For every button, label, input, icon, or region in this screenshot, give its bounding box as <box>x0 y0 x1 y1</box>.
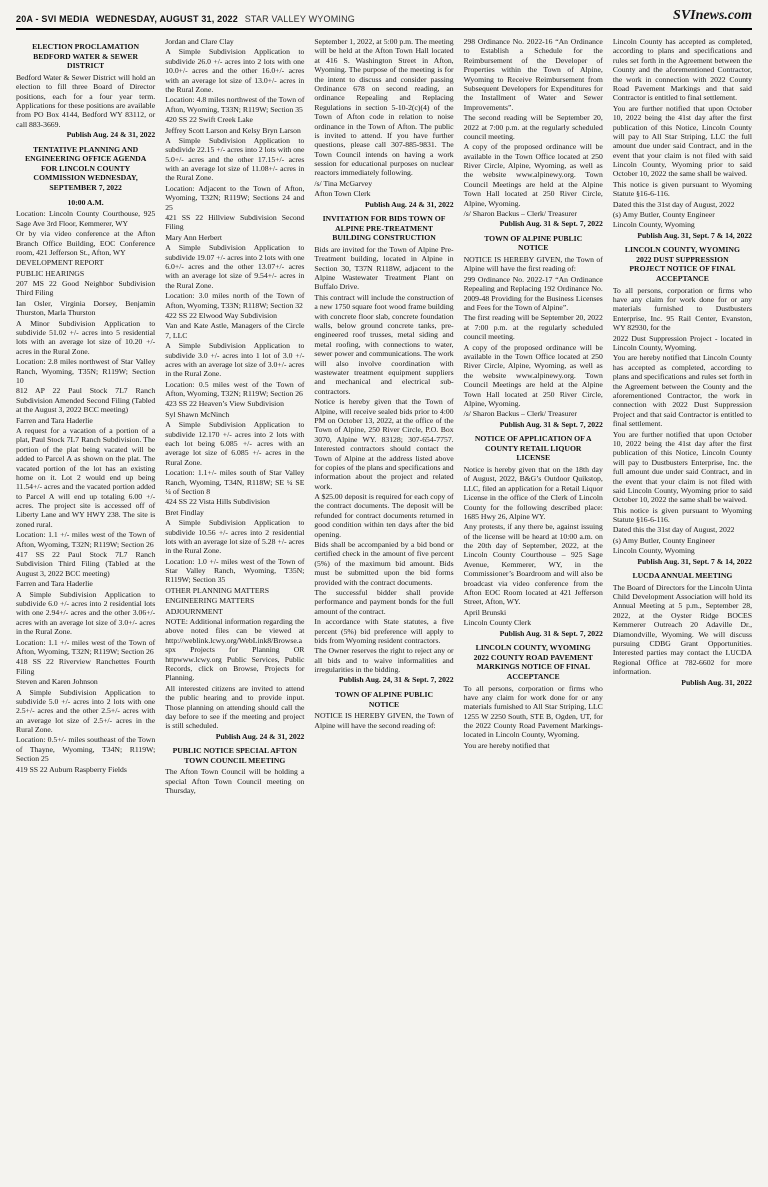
notice-heading: LINCOLN COUNTY, WYOMING 2022 COUNTY ROAD PAVEMENT MARKINGS NOTICE OF FINAL ACCEPTANCE <box>473 643 593 681</box>
notice-paragraph: All interested citizens are invited to attend the public hearing and to provide input. Those planning on attending should call the day before to see if the meeting and project is still scheduled. <box>165 683 305 731</box>
notice-paragraph: Jordan and Clare Clay <box>165 37 234 46</box>
notice-paragraph: ENGINEERING MATTERS <box>165 596 255 606</box>
notice-paragraph: 418 SS 22 Riverview Ranchettes Fourth Filing <box>16 657 156 676</box>
notice-heading: TOWN OF ALPINE PUBLIC NOTICE <box>334 689 434 709</box>
notice-paragraph: Bids shall be accompanied by a bid bond or certified check in the amount of five percent (5%) of the maximum bid amount. Bids must be submitted upon the bid forms provided with the contract documents. <box>314 540 454 587</box>
publish-line: Publish Aug. 31 & Sept. 7, 2022 <box>499 628 603 638</box>
notice-paragraph: Farren and Tara Haderlie <box>16 579 93 589</box>
notice-heading: TENTATIVE PLANNING AND ENGINEERING OFFICE AGENDA FOR LINCOLN COUNTY COMMISSION WEDNESDAY, SEPTEMBER 7, 2022 <box>24 144 147 193</box>
notice-paragraph: Location: 0.5+/- miles southeast of the Town of Thayne, Wyoming, T34N; R119W; Section 25 <box>16 735 156 764</box>
website-link[interactable]: SVInews.com <box>673 8 752 23</box>
notice-paragraph: Location: 1.1+/- miles south of Star Valley Ranch, Wyoming, T34N, R118W; SE ¼ SE ¼ of Section 8 <box>165 468 305 496</box>
notice-paragraph: The Afton Town Council will be holding a special Afton Town Council meeting on Thursday, <box>165 767 305 796</box>
notice-paragraph: Jeffrey Scott Larson and Kelsy Bryn Larson <box>165 125 301 135</box>
notice-paragraph: A Minor Subdivision Application to subdivide 51.02 +/- acres into 5 residential lots with an average lot size of 10.20 +/- acres in the Rural Zone. <box>16 318 156 356</box>
notice-paragraph: You are hereby notified that Lincoln County has accepted as completed, according to plans and specifications and rules set forth in the Agreement between the County and the aforementioned Contractor, the work in connection with 2022 Dust Suppression Project and that said Contractor is entitled to final settlement. <box>612 353 753 429</box>
notice-paragraph: Notice is hereby given that the Town of Alpine, will receive sealed bids prior to 4:00 PM on October 13, 2022, at the office of the Town of Alpine, 250 River Circle, P.O. Box 3070, Alpine WY. 83128; 307-654-7757. Interested contractors should contact the Town of Alpine at the address listed above for copies of the plans and specifications and information about the project and related work. <box>314 397 454 491</box>
publish-line: Publish Aug. 31 & Sept. 7, 2022 <box>499 419 603 429</box>
notice-paragraph: 423 SS 22 Heaven’s View Subdivision <box>165 399 284 409</box>
notice-heading: NOTICE OF APPLICATION OF A COUNTY RETAIL LIQUOR LICENSE <box>474 434 592 463</box>
notice-paragraph: /s/ Sharon Backus – Clerk/ Treasurer <box>463 209 577 219</box>
notice-paragraph: A copy of the proposed ordinance will be available in the Town Office located at 250 River Circle, Alpine, Wyoming, as well as the website www.alpinewy.org. Town Council Meetings are held at the Alpine Town Hall located at 250 River Circle, Alpine, Wyoming. <box>463 342 603 408</box>
notice-paragraph: Lincoln County, Wyoming <box>612 220 695 230</box>
notice-paragraph: OTHER PLANNING MATTERS <box>165 585 269 595</box>
notice-paragraph: A Simple Subdivision Application to subdivide 26.0 +/- acres into 2 lots with one 10.0+/- acres and the other 16.0+/- acres with an average lot size of 13.0+/- acres in the Rural Zone. <box>165 47 305 94</box>
notice-paragraph: The Board of Directors for the Lincoln Uinta Child Development Association will hold its Annual Meeting at 5 p.m., September 28, 2022, at the Oyster Ridge BOCES Kemmerer Outreach 20 Adaville Dr., Diamondville, Wyoming. We will discuss pursuing CDBG Grant Opportunities. Interested parties may contact the LUCDA Regional Office at 782-6602 for more information. <box>612 582 753 677</box>
notice-paragraph: In accordance with State statutes, a five percent (5%) bid preference will apply to bids from Wyoming resident contractors. <box>314 617 454 645</box>
column-5 <box>613 37 752 690</box>
notice-paragraph: 812 AP 22 Paul Stock 7L7 Ranch Subdivision Amended Second Filing (Tabled at the August 3, 2022 BCC meeting) <box>16 386 156 415</box>
notice-paragraph: Notice is hereby given that on the 18th day of August, 2022, B&G’s Outdoor Quikstop, LLC, filed an application for a Retail Liquor License in the office of the Clerk of Lincoln County for the following described place: 1685 Hwy 26, Alpine WY. <box>463 464 603 521</box>
legal-notices-section <box>16 37 752 797</box>
notice-paragraph: The first reading will be September 20, 2022 at 7:00 p.m. at the regularly scheduled council meeting. <box>463 313 603 342</box>
notice-paragraph: Steven and Karen Johnson <box>16 677 98 687</box>
notice-paragraph: A Simple Subdivision Application to subdivide 19.07 +/- acres into 2 lots with one 6.0+/- acres and the other 13.07+/- acres with an average lot size of 9.54+/- acres in the Rural Zone. <box>165 243 305 290</box>
issue-date: WEDNESDAY, AUGUST 31, 2022 <box>95 14 238 24</box>
notice-paragraph: This notice is given pursuant to Wyoming Statute §16-6-116. <box>612 505 753 525</box>
notice-paragraph: To all persons, corporation or firms who have any claim for work done for or any materials furnished to All Star Striping, LLC 1255 W 2250 South, STE B, Ogden, UT, for the 2022 County Road Pavement Markings- located in Lincoln County, Wyoming. <box>463 683 603 740</box>
notice-paragraph: 421 SS 22 Hillview Subdivision Second Filing <box>165 213 305 232</box>
notice-heading: TOWN OF ALPINE PUBLIC NOTICE <box>484 233 583 253</box>
notice-paragraph: Location: 2.8 miles northwest of Star Valley Ranch, Wyoming, T35N; R119W; Section 10 <box>16 357 156 385</box>
notice-paragraph: 417 SS 22 Paul Stock 7L7 Ranch Subdivision Third Filing (Tabled at the August 3, 2022 BCC meeting) <box>16 550 156 578</box>
notice-paragraph: To all persons, corporation or firms who have any claim for work done for or any materials furnished to Dustbusters Enterprise, Inc. 95 Rail Center, Evanston, WY 82930, for the <box>612 285 753 333</box>
notice-paragraph: 419 SS 22 Auburn Raspberry Fields <box>16 764 127 774</box>
publish-line: Publish Aug. 31, 2022 <box>681 677 753 687</box>
notice-paragraph: 207 MS 22 Good Neighbor Subdivision Third Filing <box>16 279 156 298</box>
publish-line: Publish Aug. 31 & Sept. 7, 2022 <box>499 219 603 229</box>
notice-paragraph: Location: Lincoln County Courthouse, 925 Sage Ave 3rd Floor, Kemmerer, WY <box>16 209 156 228</box>
notice-paragraph: A Simple Subdivision Application to subdivide 5.0 +/- acres into 2 lots with one 2.5+/- acres and the other 2.5+/- acres with an average lot size of 2.5+/- acres in the Rural Zone. <box>16 687 156 735</box>
notice-paragraph: NOTICE IS HEREBY GIVEN, the Town of Alpine will have the second reading of: <box>314 711 454 730</box>
notice-paragraph: Farren and Tara Haderlie <box>16 415 93 425</box>
masthead <box>16 8 752 30</box>
notice-paragraph: You are further notified that upon October 10, 2022 being the 41st day after the first publication of this Notice, Lincoln County will pay to Dustbusters Enterprise, Inc. the full amount due under said Contract, and in the event that your claim is not filed with said Lincoln County, Wyoming prior to said October 10, 2022 the same shall be waived. <box>612 429 753 505</box>
notice-heading: ELECTION PROCLAMATION BEDFORD WATER & SEWER DISTRICT <box>32 42 140 71</box>
notice-paragraph: Location: 1.1 +/- miles west of the Town of Afton, Wyoming, T32N; R119W; Section 26 <box>16 637 156 656</box>
notice-paragraph: You are further notified that upon October 10, 2022 being the 41st day after the first publication of this Notice, Lincoln County will pay to All Star Striping, LLC the full amount due under said Contract, and in the event that your claim is not filed with said Lincoln County, Wyoming prior to said October 10, 2022 the same shall be waived. <box>612 103 753 179</box>
notice-paragraph: A Simple Subdivision Application to subdivide 12.170 +/- acres into 2 lots with each lot being 6.085 +/- acres with an average lot size of 6.085 +/- acres in the Rural Zone. <box>165 420 305 467</box>
notice-paragraph: (s) Amy Butler, County Engineer <box>612 535 715 545</box>
notice-paragraph: Lincoln County has accepted as completed, according to plans and specifications and rules set forth in the Agreement between the County and the aforementioned Contractor, the work in connection with 2022 County Road Pavement Markings and that said Contractor is entitled to final settlement. <box>612 37 753 103</box>
notice-paragraph: The second reading will be September 20, 2022 at 7:00 p.m. at the regularly scheduled council meeting. <box>463 113 603 141</box>
column-2 <box>165 37 304 797</box>
notice-paragraph: Lincoln County, Wyoming <box>612 546 695 556</box>
notice-paragraph: (s) Amy Butler, County Engineer <box>612 210 715 220</box>
notice-paragraph: Lincoln County Clerk <box>463 618 532 628</box>
column-1 <box>16 37 155 775</box>
notice-heading: INVITATION FOR BIDS TOWN OF ALPINE PRE-TREATMENT BUILDING CONSTRUCTION <box>322 214 446 243</box>
column-3 <box>314 37 453 731</box>
notice-paragraph: /s/ Tina McGarvey <box>314 178 373 188</box>
notice-paragraph: 424 SS 22 Vista Hills Subdivision <box>165 497 270 507</box>
notice-heading: PUBLIC NOTICE SPECIAL AFTON TOWN COUNCIL MEETING <box>172 746 297 765</box>
notice-paragraph: Bids are invited for the Town of Alpine Pre-Treatment building, located in Alpine in Section 30, T37N R118W, adjacent to the Alpine Wastewater Treatment Plant on Buffalo Drive. <box>314 244 454 292</box>
notice-paragraph: A Simple Subdivision Application to subdivide 3.0 +/- acres into 1 lot of 3.0 +/- acres with an average lot size of 3.0+/- acres in the Rural Zone. <box>165 341 305 379</box>
notice-paragraph: Dated this the 31st day of August, 2022 <box>612 525 735 535</box>
notice-paragraph: This notice is given pursuant to Wyoming Statute §16-6-116. <box>612 179 753 199</box>
notice-paragraph: You are hereby notified that <box>463 740 550 750</box>
notice-paragraph: Location: 0.5 miles west of the Town of Afton, Wyoming, T32N; R119W; Section 26 <box>165 379 305 399</box>
notice-paragraph: 2022 Dust Suppression Project - located in Lincoln County, Wyoming. <box>612 333 753 353</box>
notice-paragraph: A Simple Subdivision Application to subdivide 6.0 +/- acres into 2 residential lots with one 2.94+/- acres and the other 3.06+/- acres with an average lot size of 3.0+/- acres in the Rural Zone. <box>16 589 156 637</box>
notice-paragraph: The Owner reserves the right to reject any or all bids and to waive informalities and irregularities in the bidding. <box>314 646 454 675</box>
notice-paragraph: September 1, 2022, at 5:00 p.m. The meeting will be held at the Afton Town Hall located at 416 S. Washington Street in Afton, Wyoming. The purpose of the meeting is for the intent to discuss and consider passing Ordinance 678 on second reading, an ordinance Repealing and Replacing Regulations in section 5-10-2(c)(4) of the Town of Afton code in relation to noise ordinance in the Town of Afton. The public is invited to attend. If you have further questions, please call 307-885-9831. The Town Council intends on having a work session for educational purposes on nuclear reactors immediately following. <box>314 37 454 178</box>
notice-paragraph: A copy of the proposed ordinance will be available in the Town Office located at 250 River Circle, Alpine, Wyoming, as well as the website www.alpinewy.org. Town Council Meetings are held at the Alpine Town Hall located at 250 River Circle, Alpine, Wyoming. <box>463 142 603 208</box>
issue-location: STAR VALLEY WYOMING <box>244 14 356 24</box>
notice-paragraph: Dated this the 31st day of August, 2022 <box>612 199 735 209</box>
notice-paragraph: PUBLIC HEARINGS <box>16 268 85 278</box>
notice-paragraph: Bret Findlay <box>165 507 204 517</box>
notice-paragraph: The successful bidder shall provide performance and payment bonds for the full amount of the contract. <box>314 587 454 616</box>
publish-line: Publish Aug. 24 & 31, 2022 <box>66 130 156 140</box>
notice-heading: LUCDA ANNUAL MEETING <box>632 571 733 581</box>
notice-paragraph: 298 Ordinance No. 2022-16 “An Ordinance to Establish a Schedule for the Reimbursement of the Developer of Properties within the Town of Alpine, Wyoming to Receive Reimbursement from Subsequent Developers for Expenditures for the Installment of Water and Sewer Improvements”. <box>463 37 603 112</box>
masthead-left <box>16 14 355 24</box>
notice-paragraph: Location: Adjacent to the Town of Afton, Wyoming, T32N; R119W; Sections 24 and 25 <box>165 183 305 212</box>
notice-heading: LINCOLN COUNTY, WYOMING 2022 DUST SUPPRESSION PROJECT NOTICE OF FINAL ACCEPTANCE <box>624 245 740 284</box>
publish-line: Publish Aug. 24 & 31, 2022 <box>364 199 454 209</box>
notice-paragraph: Location: 1.1 +/- miles west of the Town of Afton, Wyoming, T32N; R119W; Section 26 <box>16 530 156 549</box>
notice-paragraph: A Simple Subdivision Application to subdivide 22.15 +/- acres into 2 lots with one 5.0+/- acres and the other 17.15+/- acres with an average lot size of 11.08+/- acres in the Rural Zone. <box>165 135 305 183</box>
notice-paragraph: A Simple Subdivision Application to subdivide 10.56 +/- acres into 2 residential lots with an average lot size of 5.28 +/- acres in the Rural Zone. <box>165 518 305 556</box>
publish-line: Publish Aug. 31, Sept. 7 & 14, 2022 <box>637 556 753 566</box>
notice-paragraph: Van and Kate Astle, Managers of the Circle 7, LLC <box>165 321 305 340</box>
notice-paragraph: Syl Shawn McNinch <box>165 409 230 419</box>
notice-paragraph: Ian Osler, Virginia Dorsey, Benjamin Thurston, Marla Thurston <box>16 298 156 318</box>
notice-paragraph: Mary Ann Herbert <box>165 232 222 242</box>
notice-paragraph: This contract will include the construction of a new 1750 square foot wood frame building with concrete floor slab, concrete foundation walls, below ground concrete tanks, pre-engineered roof trusses, metal siding and metal roofing, with connections to water, sewer power and communications. The work will also involve coordination with wastewater treatment equipment suppliers and mechanical and electrical sub-contractors. <box>314 292 454 396</box>
notice-paragraph: 422 SS 22 Elwood Way Subdivision <box>165 310 277 320</box>
publish-line: Publish Aug. 31, Sept. 7 & 14, 2022 <box>637 230 753 240</box>
notice-paragraph: 420 SS 22 Swift Creek Lake <box>165 115 253 125</box>
notice-paragraph: A $25.00 deposit is required for each copy of the contract documents. The deposit will be refunded for contract documents returned in good condition within ten days after the bid opening. <box>314 492 454 539</box>
notice-paragraph: 299 Ordinance No. 2022-17 “An Ordinance Repealing and Replacing 192 Ordinance No. 2009-48 Providing for the Business Licenses and Fees for the Town of Alpine”. <box>463 274 603 313</box>
notice-paragraph: Location: 4.8 miles northwest of the Town of Afton, Wyoming, T33N; R119W; Section 35 <box>165 95 305 114</box>
page-number: 20A - SVI MEDIA <box>16 14 90 24</box>
notice-paragraph: NOTICE IS HEREBY GIVEN, the Town of Alpine will have the first reading of: <box>463 255 603 274</box>
column-4 <box>464 37 603 751</box>
publish-line: Publish Aug. 24, 31 & Sept. 7, 2022 <box>338 675 454 685</box>
notice-paragraph: /s/ Sharon Backus – Clerk/ Treasurer <box>463 409 577 419</box>
notice-paragraph: NOTE: Additional information regarding the above noted files can be viewed at http://weblink.lcwy.org/WebLink8/Browse.aspx Projects for Planning OR httpwww.lcwy.org Public Services, Public Records, click on Browse, Projects for Planning. <box>165 617 305 683</box>
notice-paragraph: April Brunski <box>463 607 507 617</box>
notice-heading: 10:00 A.M. <box>67 197 104 207</box>
notice-paragraph: Bedford Water & Sewer District will hold an election to fill three Board of Director positions, each for a four year term. Applications for these positions are available from PO Box 4144, Bedford WY 83112, or call 883-3669. <box>16 72 156 129</box>
notice-paragraph: DEVELOPMENT REPORT <box>16 258 104 268</box>
notice-paragraph: Location: 1.0 +/- miles west of the Town of Star Valley Ranch, Wyoming, T35N; R119W; Section 35 <box>165 556 305 585</box>
notice-paragraph: Location: 3.0 miles north of the Town of Afton, Wyoming, T33N; R118W; Section 32 <box>165 291 305 310</box>
notice-paragraph: Or by via video conference at the Afton Branch Office Building, EOC Conference room, 421 Jefferson St., Afton, WY <box>16 229 156 257</box>
notice-paragraph: Any protests, if any there be, against issuing of the license will be heard at 10:00 a.m. on the 20th day of September, 2022, at the Lincoln County Courthouse – 925 Sage Avenue, Kemmerer, WY, in the Commissioner’s Boardroom and will also be broadcast via video conference from the Afton EOC Room located at 421 Jefferson Street, Afton, WY. <box>463 522 603 607</box>
publish-line: Publish Aug. 24 & 31, 2022 <box>215 731 305 741</box>
notice-paragraph: ADJOURNMENT <box>165 606 223 616</box>
notice-paragraph: Afton Town Clerk <box>314 189 371 199</box>
notice-paragraph: A request for a vacation of a portion of a plat, Paul Stock 7L7 Ranch Subdivision. The portion of the plat being vacated will be added to Parcel A as shown on the plat. The vacated portion of the lot has an existing home on it. Lot 2 would end up being 11.54+/- acres and the vacated portion added to Parcel A will end up totaling 6.00 +/- acres. The project site is accessed off of Liberty Lane and WY HWY 238. The site is zoned rural. <box>16 425 156 529</box>
